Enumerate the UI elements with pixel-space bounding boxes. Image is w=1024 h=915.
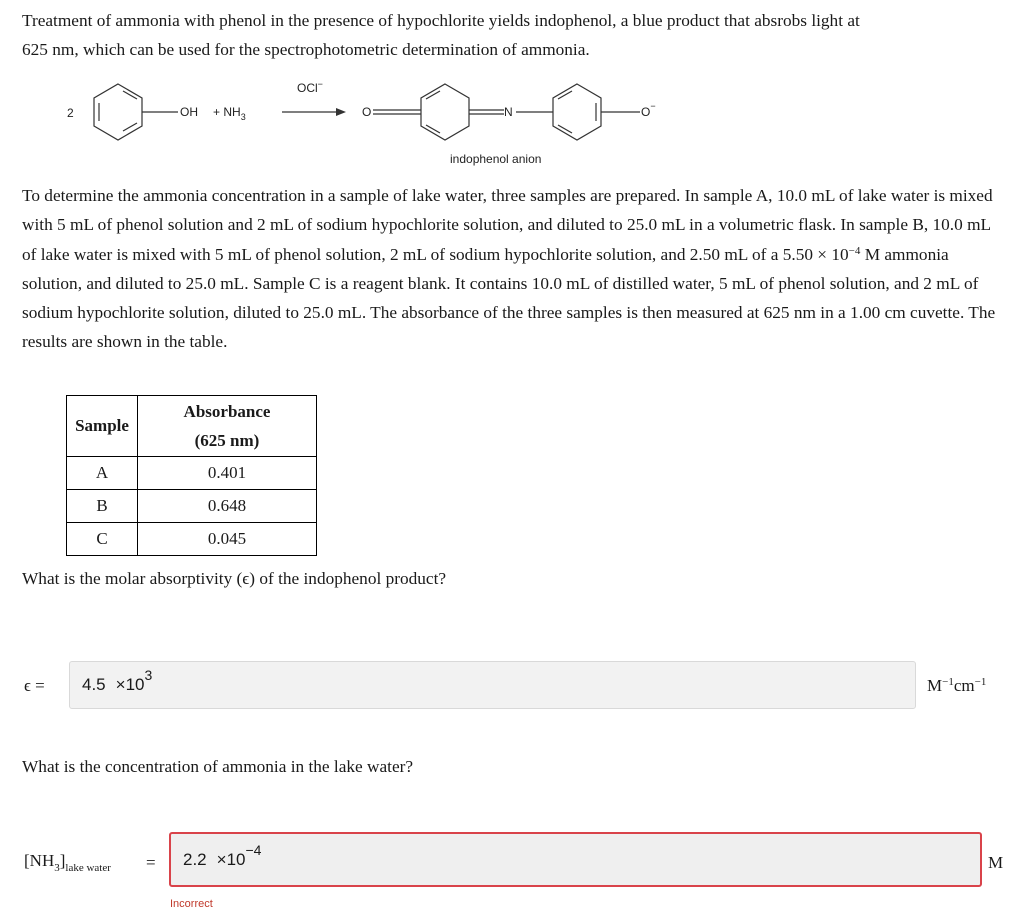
description-exponent: −4 — [848, 244, 861, 257]
cell-sample: B — [67, 490, 138, 523]
question-2-text: What is the concentration of ammonia in the lake water? — [22, 757, 414, 776]
unit-m-exp: −1 — [942, 676, 954, 688]
nh3-answer-field[interactable] — [169, 832, 982, 887]
epsilon-exponent: 3 — [144, 667, 153, 683]
nh3-bracket: [NH — [24, 851, 55, 870]
cell-absorbance: 0.045 — [138, 523, 317, 556]
nh3-mantissa: 2.2 — [183, 850, 207, 869]
nh3-subscript: 3 — [54, 862, 60, 874]
table-row — [67, 490, 317, 523]
intro-line-2: 625 nm, which can be used for the spectrophotometric determination of ammonia. — [22, 40, 590, 60]
nitrogen-label: N — [504, 105, 513, 119]
phenolate-ring — [516, 84, 640, 140]
nh3-answer-value — [183, 842, 262, 870]
phenol-ring — [94, 84, 178, 140]
unit-m: M — [927, 676, 943, 695]
nh3-bracket-close: ] — [59, 851, 66, 870]
header-absorbance-line-2: (625 nm) — [194, 431, 260, 450]
intro-line-1: Treatment of ammonia with phenol in the presence of hypochlorite yields indophenol, a blue product that absrobs light at — [22, 11, 860, 30]
nh3-exponent: −4 — [245, 842, 262, 858]
epsilon-mantissa: 4.5 — [82, 675, 106, 694]
oxygen-left: O — [362, 105, 372, 119]
header-absorbance — [138, 396, 317, 457]
description-paragraph — [22, 181, 1007, 357]
reaction-arrow — [282, 108, 346, 116]
cell-sample: C — [67, 523, 138, 556]
nh3-unit: M — [988, 853, 1004, 872]
oh-label: OH — [180, 105, 198, 119]
answer-status: Incorrect — [170, 898, 213, 910]
question-1-text: What is the molar absorptivity (ϵ) of the indophenol product? — [22, 569, 447, 588]
table-header-row — [67, 396, 317, 457]
nh3-label — [24, 851, 111, 874]
reagent-ocl: OCl− — [297, 79, 323, 95]
description-part-2: M ammonia solution, and diluted to 25.0 mL. Sample C is a reagent blank. It contains 10.0 mL of distilled water, 5 mL of phenol solution, and 2 mL of sodium hypochlorite solution, diluted to 25.0 mL. The absorbance of the three samples is then measured at 625 nm in a 1.00 cm cuvette. The results are shown in the table. — [22, 244, 996, 352]
cell-sample: A — [67, 457, 138, 490]
product-label: indophenol anion — [450, 152, 542, 166]
cell-absorbance: 0.648 — [138, 490, 317, 523]
header-absorbance-line-1: Absorbance — [183, 402, 271, 421]
nh3-lake-subscript: lake water — [65, 862, 111, 874]
unit-cm: cm — [953, 676, 975, 695]
cell-absorbance: 0.401 — [138, 457, 317, 490]
unit-cm-exp: −1 — [974, 676, 987, 688]
table-row — [67, 457, 317, 490]
reaction-scheme — [0, 68, 700, 178]
description-part-1: To determine the ammonia concentration in a sample of lake water, three samples are prepared. In sample A, 10.0 mL of lake water is mixed with 5 mL of phenol solution and 2 mL of sodium hypochlorite solution, and diluted to 25.0 mL in a volumetric flask. In sample B, 10.0 mL of lake water is mixed with 5 mL of phenol solution, 2 mL of sodium hypochlorite solution, and 2.50 mL of a 5.50 × 10 — [22, 186, 993, 264]
intro-paragraph — [22, 6, 1007, 65]
header-sample: Sample — [67, 396, 138, 457]
epsilon-label: ϵ = — [24, 676, 45, 695]
absorbance-table — [66, 395, 317, 556]
coefficient: 2 — [67, 106, 74, 120]
epsilon-unit — [927, 676, 986, 696]
table-row — [67, 523, 317, 556]
oxygen-right: O− — [641, 101, 656, 119]
quinone-ring — [373, 84, 504, 140]
epsilon-answer-field[interactable] — [69, 661, 916, 709]
epsilon-answer-value — [82, 667, 153, 695]
plus-nh3: + $NH_3$ — [213, 105, 246, 122]
epsilon-times-ten: ×10 — [115, 675, 145, 694]
nh3-times-ten: ×10 — [216, 850, 246, 869]
nh3-equals: = — [146, 853, 156, 872]
